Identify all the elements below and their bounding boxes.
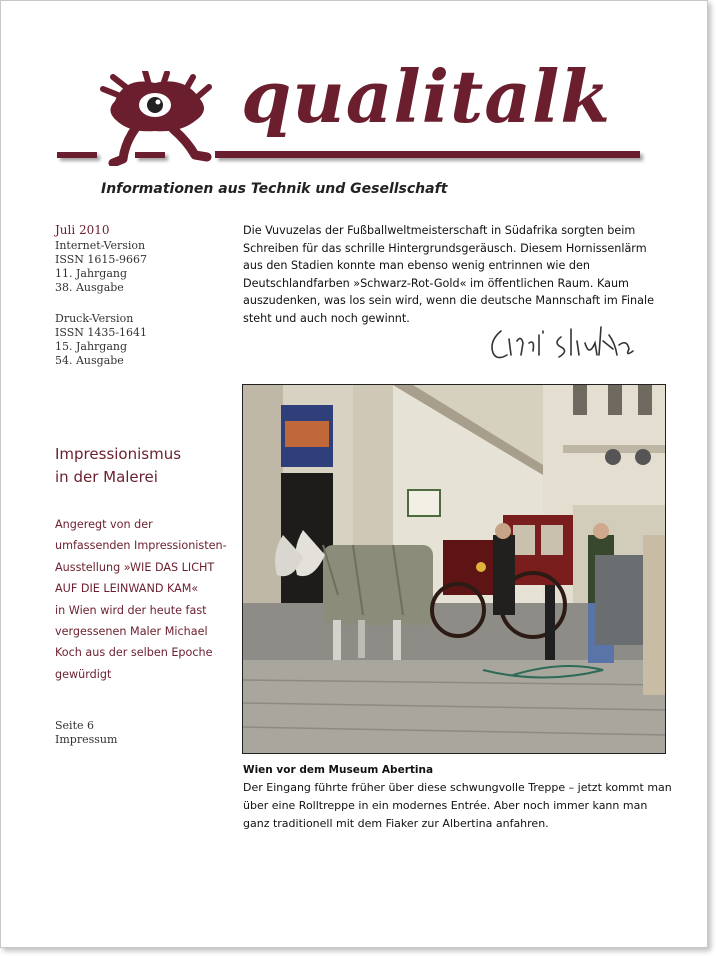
teaser-line: vergessenen Maler Michael	[55, 625, 208, 639]
meta-line: 54. Ausgabe	[55, 354, 124, 367]
teaser-line: Koch aus der selben Epoche	[55, 646, 213, 660]
meta-line: 38. Ausgabe	[55, 281, 124, 294]
header-rule-left	[57, 152, 97, 158]
article-teaser-text	[55, 514, 235, 685]
teaser-line: AUF DIE LEINWAND KAM«	[55, 582, 199, 596]
meta-line: Druck-Version	[55, 312, 134, 325]
teaser-line: umfassenden Impressionisten-	[55, 539, 227, 553]
teaser-line: in Wien wird der heute fast	[55, 603, 207, 617]
meta-line: ISSN 1615-9667	[55, 253, 148, 266]
page-reference	[55, 719, 117, 747]
article-teaser-heading[interactable]	[55, 443, 225, 489]
meta-line: ISSN 1435-1641	[55, 326, 148, 339]
print-version-info	[55, 312, 147, 368]
handwritten-signature	[487, 321, 637, 367]
heading-line: in der Malerei	[55, 468, 158, 486]
page-number: Seite 6	[55, 719, 94, 732]
meta-line: 15. Jahrgang	[55, 340, 128, 353]
issue-date: Juli 2010	[55, 223, 110, 237]
teaser-line: gewürdigt	[55, 667, 112, 681]
impressum-link[interactable]: Impressum	[55, 733, 118, 746]
internet-version-info	[55, 239, 147, 295]
photo-caption-title: Wien vor dem Museum Abertina	[243, 764, 434, 776]
teaser-line: Ausstellung »WIE DAS LICHT	[55, 560, 215, 574]
photo-caption-text: Der Eingang führte früher über diese schwungvolle Treppe – jetzt kommt man über eine Rolltreppe in ein modernes Entrée. Aber noch immer kann man ganz traditionell mit dem Fiaker zur Albertina anfahren.	[243, 781, 672, 830]
albertina-photo	[242, 384, 666, 754]
header-rule-mid	[135, 152, 165, 158]
meta-line: 11. Jahrgang	[55, 267, 128, 280]
meta-line: Internet-Version	[55, 239, 146, 252]
newsletter-subtitle: Informationen aus Technik und Gesellschaft	[101, 181, 448, 197]
header-rule	[215, 151, 640, 158]
heading-line: Impressionismus	[55, 445, 182, 463]
teaser-line: Angeregt von der	[55, 518, 153, 531]
newsletter-title: qualitalk	[241, 54, 612, 139]
editorial-intro: Die Vuvuzelas der Fußballweltmeisterschaft in Südafrika sorgten beim Schreiben für das schrille Hintergrundsgeräusch. Diesem Hornissenlärm aus den Stadien konnte man ebenso wenig entrinnen wie den Deutschlandfarben »Schwarz-Rot-Gold« im öffentlichen Raum. Kaum auszudenken, was los sein wird, wenn die deutsche Mannschaft im Finale steht und auch noch gewinnt.	[243, 224, 654, 325]
